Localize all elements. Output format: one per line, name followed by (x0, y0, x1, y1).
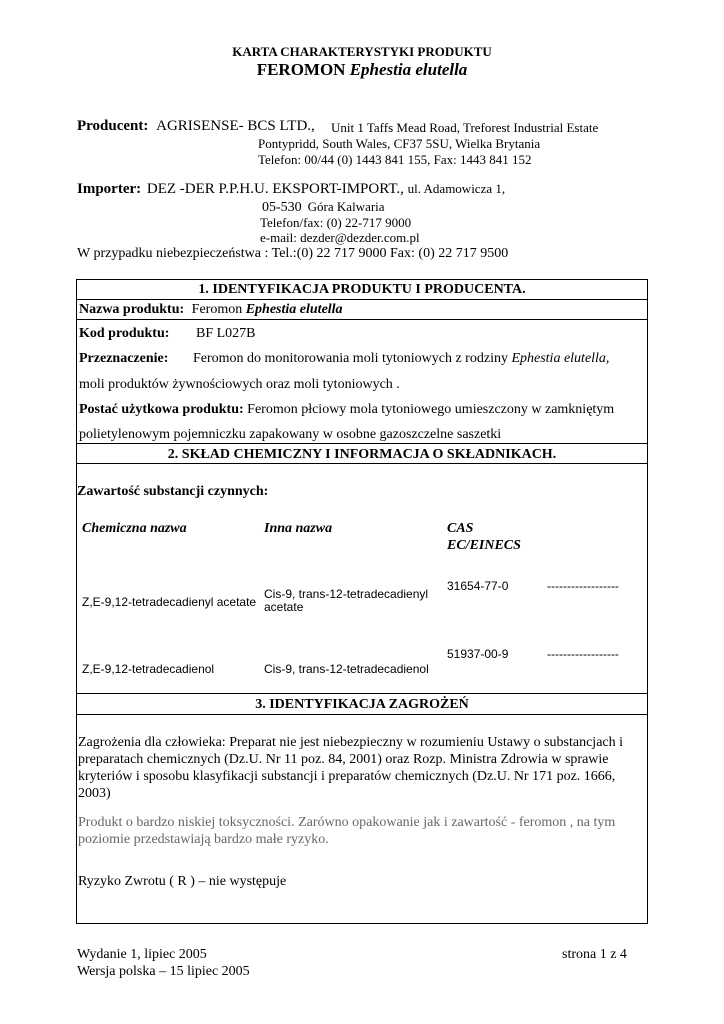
importer-label: Importer: (77, 181, 142, 197)
purpose-text (193, 351, 609, 367)
hazard-paragraph-line: kryteriów i sposobu klasyfikacji substancji i preparatów chemicznych (Dz.U. Nr 171 poz. 1666, (78, 769, 616, 784)
section3-top-divider (76, 693, 648, 694)
purpose-line-2: moli produktów żywnościowych oraz moli tytoniowych . (79, 377, 400, 392)
footer-edition: Wydanie 1, lipiec 2005 (77, 947, 207, 962)
product-code-label: Kod produktu: (79, 326, 170, 341)
importer-email: e-mail: dezder@dezder.com.pl (260, 230, 420, 245)
ec-value: ------------------ (547, 579, 619, 593)
producer-name: AGRISENSE- BCS LTD., (156, 118, 315, 134)
cas-value: 51937-00-9 (447, 647, 509, 661)
section1-heading: 1. IDENTYFIKACJA PRODUKTU I PRODUCENTA. (198, 282, 526, 297)
section1-divider (76, 299, 648, 300)
section2-top-divider (76, 443, 648, 444)
product-name-row (79, 302, 343, 318)
form-line-2: polietylenowym pojemniczku zapakowany w osobne gazoszczelne saszetki (79, 427, 502, 442)
ec-value: ------------------ (547, 647, 619, 661)
product-name-value: Feromon (191, 302, 243, 317)
chemical-name-value: Z,E-9,12-tetradecadienyl acetate (82, 595, 257, 609)
product-code-value: BF L027B (196, 326, 256, 341)
purpose-species: Ephestia elutella, (511, 351, 610, 366)
other-name-value-cont: acetate (264, 600, 304, 614)
producer-address-2: Pontypridd, South Wales, CF37 5SU, Wielka Brytania (258, 136, 541, 151)
emergency-contact: W przypadku niebezpieczeństwa : Tel.:(0) 22 717 9000 Fax: (0) 22 717 9500 (77, 246, 509, 261)
purpose-description: Feromon do monitorowania moli tytoniowych z rodziny (193, 351, 508, 366)
col-ec-einecs: EC/EINECS (447, 538, 521, 553)
col-cas: CAS (447, 521, 474, 536)
form-row (79, 402, 614, 418)
importer-name: DEZ -DER P.P.H.U. EKSPORT-IMPORT., (146, 181, 404, 197)
producer-label: Producent: (77, 118, 149, 134)
importer-city-code: 05-530 (262, 200, 302, 215)
section3-divider (76, 714, 648, 715)
product-title-prefix: FEROMON (256, 60, 346, 79)
purpose-label: Przeznaczenie: (79, 351, 169, 366)
cas-value: 31654-77-0 (447, 579, 509, 593)
importer-city-line (262, 198, 385, 216)
section3-heading: 3. IDENTYFIKACJA ZAGROŻEŃ (255, 697, 469, 712)
hazard-paragraph-line: preparatach chemicznych (Dz.U. Nr 11 poz. 84, 2001) oraz Rozp. Ministra Zdrowia w sprawie (78, 752, 609, 767)
product-title (0, 60, 724, 80)
product-name-label: Nazwa produktu: (79, 302, 185, 317)
toxicity-paragraph-line: poziomie przedstawiają bardzo małe ryzyko. (78, 832, 329, 847)
footer-page-number: strona 1 z 4 (562, 947, 627, 962)
col-chemical-name: Chemiczna nazwa (82, 521, 187, 536)
importer-city: Góra Kalwaria (307, 199, 385, 214)
product-name-species: Ephestia elutella (245, 302, 343, 317)
importer-phone: Telefon/fax: (0) 22-717 9000 (260, 215, 412, 230)
hazard-paragraph-line: Zagrożenia dla człowieka: Preparat nie jest niebezpieczny w rozumieniu Ustawy o substancjach i (78, 735, 624, 750)
form-text: Feromon płciowy mola tytoniowego umieszczony w zamkniętym (247, 402, 615, 417)
product-title-species: Ephestia elutella (349, 60, 468, 79)
toxicity-paragraph-line: Produkt o bardzo niskiej toksyczności. Zarówno opakowanie jak i zawartość - feromon , na tym (78, 815, 616, 830)
active-substances-heading: Zawartość substancji czynnych: (77, 484, 269, 499)
document-title: KARTA CHARAKTERYSTYKI PRODUKTU (232, 44, 492, 59)
other-name-value: Cis-9, trans-12-tetradecadienol (264, 662, 429, 676)
section2-heading: 2. SKŁAD CHEMICZNY I INFORMACJA O SKŁADNIKACH. (167, 447, 557, 462)
hazard-paragraph-line: 2003) (78, 786, 111, 801)
producer-phone: Telefon: 00/44 (0) 1443 841 155, Fax: 1443 841 152 (258, 152, 532, 167)
col-other-name: Inna nazwa (264, 521, 333, 536)
row-divider (76, 319, 648, 320)
chemical-name-value: Z,E-9,12-tetradecadienol (82, 662, 215, 676)
footer-version: Wersja polska – 15 lipiec 2005 (77, 964, 250, 979)
form-label: Postać użytkowa produktu: (79, 402, 244, 417)
importer-line (77, 181, 505, 198)
section2-divider (76, 463, 648, 464)
other-name-value: Cis-9, trans-12-tetradecadienyl (264, 587, 429, 601)
risk-phrases: Ryzyko Zwrotu ( R ) – nie występuje (78, 874, 287, 889)
importer-street: ul. Adamowicza 1, (407, 181, 506, 196)
producer-address-1: Unit 1 Taffs Mead Road, Treforest Industrial Estate (331, 120, 599, 135)
producer-line (77, 118, 315, 135)
